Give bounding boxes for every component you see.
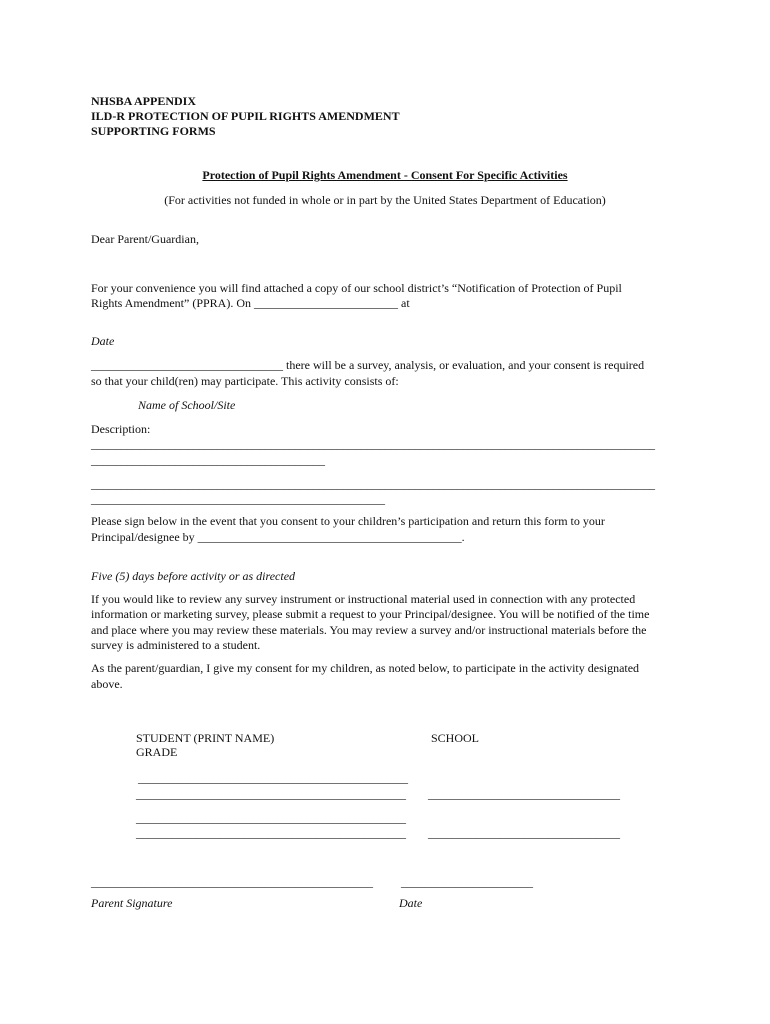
description-label: Description: bbox=[91, 422, 151, 436]
student-name-line-1[interactable]: _____________________________________________ bbox=[138, 771, 408, 785]
grade-line-2[interactable]: _____________________________________________ bbox=[136, 826, 406, 840]
date-field-label: Date bbox=[91, 334, 115, 348]
review-line-3: and place where you may review these materials. You may review a survey and/or instructional materials before the bbox=[91, 623, 647, 637]
parent-signature-label: Parent Signature bbox=[91, 896, 173, 910]
intro-line-2: Rights Amendment” (PPRA). On ________________________ at bbox=[91, 296, 410, 310]
review-line-1: If you would like to review any survey instrument or instructional material used in connection with any protected bbox=[91, 592, 636, 606]
signature-date-label: Date bbox=[399, 896, 423, 910]
salutation: Dear Parent/Guardian, bbox=[91, 232, 199, 246]
survey-line-2: so that your child(ren) may participate. This activity consists of: bbox=[91, 374, 399, 388]
consent-line-2: above. bbox=[91, 677, 123, 691]
school-site-label: Name of School/Site bbox=[138, 398, 236, 412]
deadline-note: Five (5) days before activity or as directed bbox=[91, 569, 296, 583]
form-title: Protection of Pupil Rights Amendment - Consent For Specific Activities bbox=[202, 168, 568, 182]
description-line-2: _______________________________________ bbox=[91, 453, 325, 467]
review-line-2: information or marketing survey, please submit a request to your Principal/designee. You will be notified of the time bbox=[91, 607, 650, 621]
form-subtitle: (For activities not funded in whole or in part by the United States Department of Education) bbox=[164, 193, 606, 207]
student-name-line-2[interactable]: _____________________________________________ bbox=[136, 811, 406, 825]
sign-request-line-2: Principal/designee by ____________________________________________. bbox=[91, 530, 465, 544]
survey-line-1: ________________________________ there will be a survey, analysis, or evaluation, and your consent is required bbox=[91, 358, 645, 372]
school-line-1[interactable]: ________________________________ bbox=[428, 787, 620, 801]
consent-line-1: As the parent/guardian, I give my consent for my children, as noted below, to participate in the activity designated bbox=[91, 661, 640, 675]
intro-line-1: For your convenience you will find attached a copy of our school district’s “Notification of Protection of Pupil bbox=[91, 281, 622, 295]
header-line-2: ILD-R PROTECTION OF PUPIL RIGHTS AMENDMENT bbox=[91, 109, 400, 123]
signature-date-line[interactable]: ______________________ bbox=[401, 875, 533, 889]
sign-request-line-1: Please sign below in the event that you consent to your children’s participation and return this form to your bbox=[91, 514, 605, 528]
school-line-2[interactable]: ________________________________ bbox=[428, 826, 620, 840]
description-line-3: ______________________________________________________________________________________________ bbox=[91, 477, 655, 491]
student-column-label: STUDENT (PRINT NAME) bbox=[136, 731, 275, 745]
grade-line-1[interactable]: _____________________________________________ bbox=[136, 787, 406, 801]
school-column-label: SCHOOL bbox=[431, 731, 480, 745]
header-line-3: SUPPORTING FORMS bbox=[91, 124, 216, 138]
parent-signature-line[interactable]: _______________________________________________ bbox=[91, 875, 373, 889]
header-line-1: NHSBA APPENDIX bbox=[91, 94, 197, 108]
description-line-1: ______________________________________________________________________________________________ bbox=[91, 437, 655, 451]
review-line-4: survey is administered to a student. bbox=[91, 638, 261, 652]
grade-column-label: GRADE bbox=[136, 745, 178, 759]
description-line-4: _________________________________________________ bbox=[91, 492, 385, 506]
